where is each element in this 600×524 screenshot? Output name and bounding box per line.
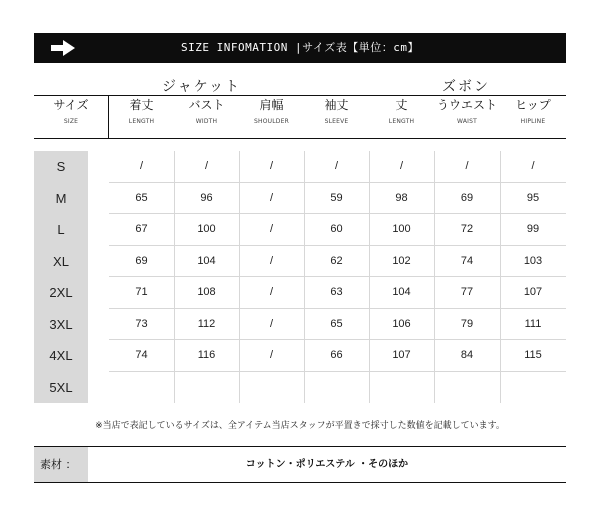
table-cell: / bbox=[269, 254, 274, 267]
table-cell: 69 bbox=[460, 191, 474, 204]
banner-title: SIZE INFOMATION |サイズ表【単位：cm】 bbox=[181, 41, 419, 54]
table-cell: / bbox=[465, 160, 469, 172]
table-cell: / bbox=[269, 223, 274, 235]
table-cell: 66 bbox=[330, 349, 343, 361]
table-cell: 102 bbox=[392, 254, 411, 267]
table-cell: 74 bbox=[460, 254, 474, 267]
table-cell: 79 bbox=[460, 317, 474, 330]
size-label: XL bbox=[53, 253, 69, 269]
table-cell: 77 bbox=[460, 286, 474, 298]
table-cell: / bbox=[531, 160, 535, 172]
size-label: 5XL bbox=[49, 379, 73, 395]
table-cell: / bbox=[269, 349, 274, 361]
table-cell: 96 bbox=[200, 191, 213, 204]
column-header-length: 着丈 LENGTH bbox=[128, 98, 155, 125]
table-cell bbox=[434, 372, 500, 404]
table-cell: / bbox=[269, 160, 274, 172]
table-cell: 106 bbox=[392, 317, 411, 330]
size-info-banner bbox=[34, 33, 566, 63]
table-cell: 65 bbox=[135, 191, 148, 204]
table-cell: 107 bbox=[523, 286, 543, 298]
table-cell: 107 bbox=[392, 349, 411, 361]
table-cell: 60 bbox=[330, 223, 343, 235]
column-header-pants-length: 丈 LENGTH bbox=[388, 98, 415, 125]
table-cell: 73 bbox=[135, 317, 148, 330]
table-cell bbox=[369, 372, 434, 404]
measurement-note: ※当店で表記しているサイズは、全アイテム当店スタッフが平置きで採寸した数値を記載しています。 bbox=[95, 421, 505, 431]
table-cell: 67 bbox=[135, 223, 148, 235]
table-cell: 65 bbox=[330, 317, 343, 330]
table-cell: 69 bbox=[135, 254, 148, 267]
table-cell: 112 bbox=[197, 317, 216, 330]
table-cell: 84 bbox=[460, 349, 474, 361]
jacket-group-label: ジャケット bbox=[162, 79, 242, 95]
table-cell: 116 bbox=[197, 349, 216, 361]
table-cell: 104 bbox=[197, 254, 216, 267]
material-value: コットン・ポリエステル ・そのほか bbox=[245, 459, 409, 470]
table-cell: 103 bbox=[523, 254, 543, 267]
table-cell: / bbox=[399, 160, 404, 172]
table-cell: 99 bbox=[526, 223, 540, 235]
column-header-waist: うウエスト WAIST bbox=[436, 98, 497, 125]
column-header-hip: ヒップ HIPLINE bbox=[515, 98, 551, 125]
table-cell: 74 bbox=[135, 349, 148, 361]
table-cell: / bbox=[269, 286, 274, 298]
table-cell bbox=[109, 372, 174, 404]
table-cell: 100 bbox=[197, 223, 216, 235]
table-cell bbox=[239, 372, 304, 404]
size-label: M bbox=[55, 190, 67, 206]
size-label: 4XL bbox=[49, 348, 73, 363]
table-cell bbox=[174, 372, 239, 404]
table-cell: 72 bbox=[460, 223, 474, 235]
pants-group-label: ズボン bbox=[442, 79, 490, 95]
size-column-header: サイズ SIZE bbox=[53, 98, 89, 125]
table-cell: 95 bbox=[526, 191, 540, 204]
size-label: L bbox=[57, 222, 65, 237]
size-label: 3XL bbox=[49, 316, 73, 332]
column-header-sleeve: 袖丈 SLEEVE bbox=[324, 98, 349, 125]
header-top-rule bbox=[34, 95, 566, 96]
table-cell: 111 bbox=[524, 317, 542, 330]
table-cell: / bbox=[334, 160, 339, 172]
header-bottom-rule bbox=[34, 138, 566, 139]
table-cell: 108 bbox=[197, 286, 216, 298]
size-label: 2XL bbox=[49, 285, 73, 300]
table-cell: 63 bbox=[330, 286, 343, 298]
table-cell: / bbox=[139, 160, 144, 172]
table-cell: / bbox=[204, 160, 209, 172]
table-cell: / bbox=[269, 317, 274, 330]
column-header-bust: バスト WIDTH bbox=[188, 98, 225, 125]
size-label: S bbox=[56, 159, 66, 174]
material-label: 素材 ： bbox=[40, 458, 77, 471]
table-cell: / bbox=[269, 191, 274, 204]
table-cell bbox=[500, 372, 566, 404]
table-cell: 104 bbox=[392, 286, 411, 298]
table-cell: 98 bbox=[395, 191, 408, 204]
material-bottom-rule bbox=[34, 482, 566, 483]
table-cell: 59 bbox=[330, 191, 343, 204]
table-cell bbox=[304, 372, 369, 404]
table-cell: 71 bbox=[135, 286, 148, 298]
table-cell: 62 bbox=[330, 254, 343, 267]
column-header-shoulder: 肩幅 SHOULDER bbox=[254, 98, 289, 125]
table-cell: 115 bbox=[524, 349, 542, 361]
table-cell: 100 bbox=[392, 223, 411, 235]
